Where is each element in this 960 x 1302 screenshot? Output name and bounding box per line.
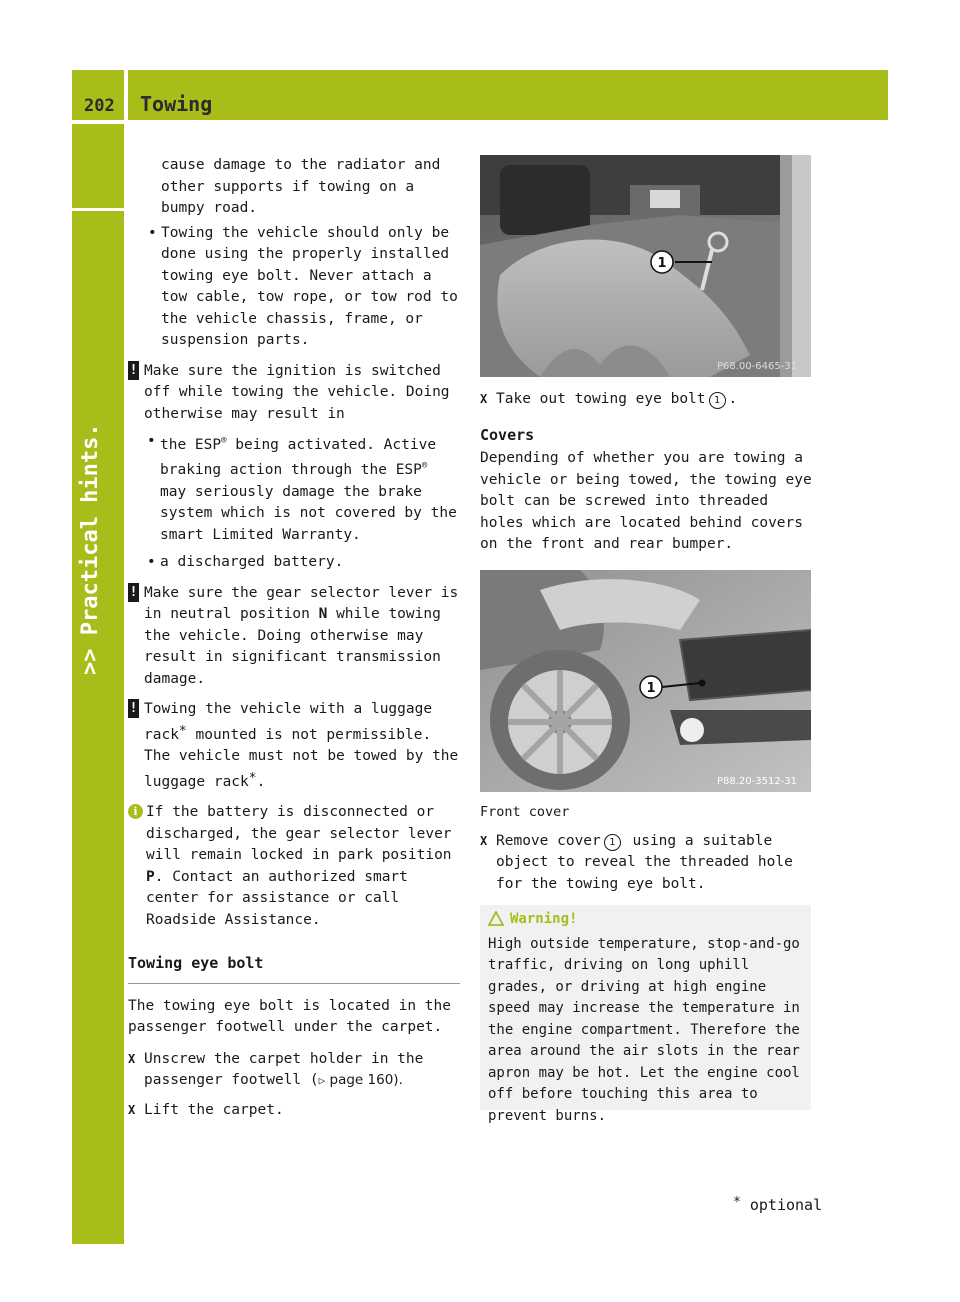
photo-footwell — [480, 155, 811, 377]
section-title: Towing — [140, 92, 213, 116]
registered-mark: ® — [421, 461, 428, 472]
step4-text-a: Remove cover — [496, 832, 601, 849]
step-remove-cover — [480, 831, 812, 896]
optional-star: * — [248, 770, 257, 786]
photo1-code: P68.00-6465-31 — [717, 361, 798, 372]
sub-bullet-battery-text: a discharged battery. — [160, 554, 344, 571]
page-ref-arrow-icon: ▷ — [318, 1074, 326, 1088]
heading-towing-eye-bolt: Towing eye bolt — [128, 954, 264, 973]
sub-bullet-esp — [144, 431, 460, 546]
footer-optional-note — [733, 1195, 822, 1214]
side-tab-top — [72, 124, 124, 208]
photo2-callout: 1 — [646, 681, 656, 696]
exclamation-icon: ! — [129, 584, 138, 600]
paragraph-covers: Depending of whether you are towing a vehicle or being towed, the towing eye bolt can be screwed into threaded holes which are located behind covers on the front and rear bumper. — [480, 450, 812, 552]
callout-1-icon: 1 — [709, 392, 726, 409]
left-column — [128, 155, 460, 1121]
info-battery — [128, 802, 460, 931]
footwell-illustration — [480, 155, 811, 377]
section-title-bar — [128, 70, 888, 120]
step-lift-carpet — [128, 1100, 460, 1122]
sub-bullet-esp-text-c: may seriously damage the brake system which is not covered by the smart Limited Warranty. — [160, 483, 457, 543]
warning-box — [480, 905, 811, 1124]
note-ignition-text: Make sure the ignition is switched off while towing the vehicle. Doing otherwise may result in — [144, 362, 450, 422]
photo-front-bumper — [480, 570, 811, 792]
page-number-box — [72, 70, 124, 120]
warning-triangle-icon — [488, 911, 504, 926]
info-text-b: . Contact an authorized smart center for assistance or call Roadside Assistance. — [146, 868, 408, 928]
note-luggage-rack — [128, 699, 460, 793]
right-column-bottom — [480, 802, 812, 895]
note-gear-selector — [128, 583, 460, 691]
step-unscrew-carpet-holder — [128, 1049, 460, 1092]
exclamation-icon: ! — [129, 701, 138, 717]
exclamation-icon: ! — [129, 362, 138, 378]
right-column-top — [480, 389, 812, 556]
position-n: N — [318, 606, 328, 623]
step3-text-a: Take out towing eye bolt — [496, 391, 706, 407]
info-icon: i — [128, 804, 143, 819]
warning-text: High outside temperature, stop-and-go traffic, driving on long uphill grades, or driving at high engine speed may increase the temperature in the engine compartment. Therefore the area around the air slots in the rear apron may be hot. Let the engine cool off before touching this area to prevent burns. — [488, 935, 800, 1124]
footer-star: * — [733, 1195, 741, 1210]
sub-bullet-esp-text-a: the ESP — [160, 436, 222, 453]
sub-bullet-esp-text-b: being activated. Active braking action through the ESP — [160, 436, 437, 479]
warning-title-text: Warning! — [510, 911, 578, 927]
optional-star: * — [178, 723, 187, 739]
bullet-towing-eye-bolt — [145, 223, 460, 352]
note-gear-text-a: Make sure the gear selector lever is in neutral position — [144, 584, 459, 623]
callout-1-icon: 1 — [604, 834, 621, 851]
paragraph-continuation: cause damage to the radiator and other supports if towing on a bumpy road. — [161, 157, 441, 216]
footer-label: optional — [740, 1196, 823, 1214]
paragraph-eye-bolt-location: The towing eye bolt is located in the passenger footwell under the carpet. — [128, 997, 452, 1036]
info-text-a: If the battery is disconnected or discharged, the gear selector lever will remain locked in park position — [146, 804, 452, 864]
registered-mark: ® — [221, 436, 227, 446]
bullet-text: Towing the vehicle should only be done using the properly installed towing eye bolt. Never attach a tow cable, tow rope, or tow rod to the vehicle chassis, frame, or suspension parts. — [161, 224, 458, 348]
heading-covers: Covers — [480, 425, 535, 444]
note-luggage-text-b: mounted is not permissible. The vehicle must not be towed by the luggage rack — [144, 726, 459, 790]
side-tab-label: >> Practical hints. — [78, 423, 103, 675]
step-take-out-eye-bolt — [480, 389, 812, 411]
photo1-callout: 1 — [657, 256, 667, 271]
page-number: 202 — [84, 96, 115, 116]
sub-bullet-battery — [144, 552, 460, 574]
bumper-illustration — [480, 570, 811, 792]
note-luggage-text-a: Towing the vehicle with a luggage rack — [144, 701, 433, 743]
note-gear-text-b: while towing the vehicle. Doing otherwise may result in significant transmission damage. — [144, 606, 441, 687]
note-luggage-text-c: . — [256, 773, 266, 790]
photo2-code: P88.20-3512-31 — [717, 776, 798, 787]
photo-caption: Front cover — [480, 804, 570, 820]
step1-text-a: Unscrew the carpet holder in the passenger footwell ( — [144, 1050, 424, 1089]
step2-text: Lift the carpet. — [144, 1101, 284, 1118]
page-ref-link[interactable]: page 160). — [325, 1072, 403, 1089]
step3-text-b: . — [728, 391, 738, 407]
step4-text-b: using a suitable object to reveal the threaded hole for the towing eye bolt. — [496, 832, 793, 892]
warning-title — [488, 909, 806, 931]
heading-rule — [128, 983, 460, 984]
note-ignition — [128, 361, 460, 426]
position-p: P — [146, 868, 155, 885]
